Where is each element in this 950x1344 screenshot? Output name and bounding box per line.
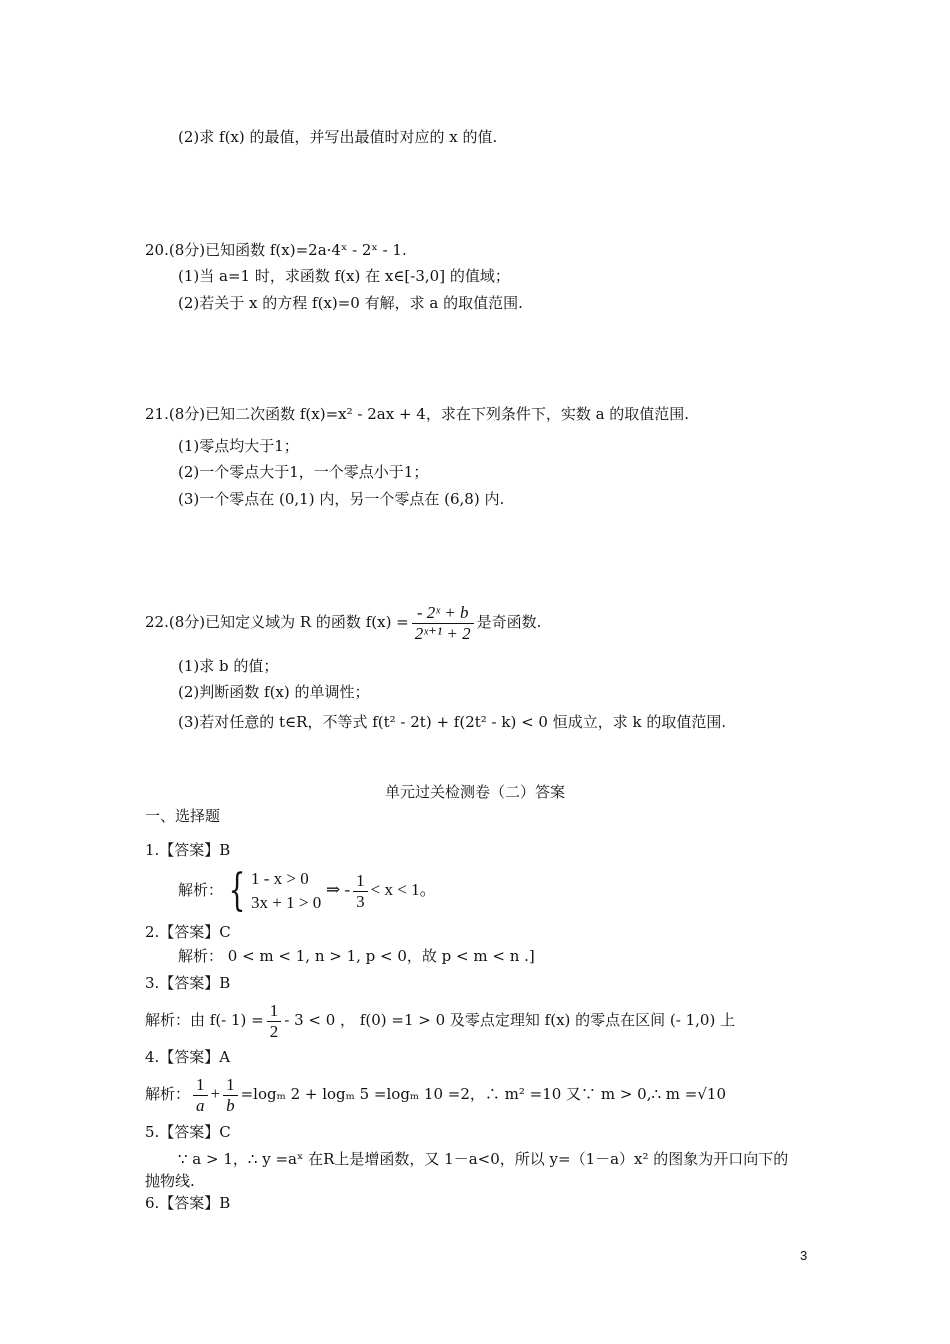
a1-num: 1 bbox=[353, 871, 368, 892]
answer-5-line2: 抛物线. bbox=[145, 1172, 195, 1190]
q19-part2: (2)求 f(x) 的最值，并写出最值时对应的 x 的值. bbox=[178, 128, 498, 146]
answer-3: 3.【答案】B bbox=[145, 974, 231, 992]
q22-fraction bbox=[412, 603, 474, 644]
q21-part2: (2)一个零点大于1，一个零点小于1； bbox=[178, 463, 429, 481]
q22-part3: (3)若对任意的 t∈R，不等式 f(t² - 2t) + f(2t² - k) < 0 恒成立，求 k 的取值范围. bbox=[178, 713, 727, 731]
q22-part2: (2)判断函数 f(x) 的单调性； bbox=[178, 683, 370, 701]
q22-frac-num: - 2ˣ + b bbox=[412, 603, 474, 624]
a3-fraction bbox=[267, 1001, 282, 1042]
page-number: 3 bbox=[800, 1248, 808, 1263]
a4-d2: b bbox=[226, 1095, 235, 1115]
answer-1-explanation bbox=[178, 866, 437, 915]
answer-5-line1: ∵ a > 1，∴ y =aˣ 在R上是增函数，又 1－a<0，所以 y=（1－a）x² 的图象为开口向下的 bbox=[178, 1150, 789, 1168]
q22-stem bbox=[145, 600, 541, 644]
answer-1: 1.【答案】B bbox=[145, 841, 231, 859]
q20-part2: (2)若关于 x 的方程 f(x)=0 有解，求 a 的取值范围. bbox=[178, 294, 523, 312]
a3-num: 1 bbox=[267, 1001, 282, 1022]
answer-4: 4.【答案】A bbox=[145, 1048, 231, 1066]
brace-icon: { bbox=[228, 865, 246, 916]
a1-system bbox=[251, 867, 321, 915]
a4-plus: + bbox=[210, 1084, 221, 1103]
answer-2-explanation: 解析： 0 < m < 1, n > 1, p < 0，故 p < m < n .] bbox=[178, 947, 535, 965]
answer-6: 6.【答案】B bbox=[145, 1194, 231, 1212]
q22-part1: (1)求 b 的值； bbox=[178, 657, 279, 675]
answers-section: 一、选择题 bbox=[145, 807, 221, 825]
q21-part1: (1)零点均大于1； bbox=[178, 437, 299, 455]
answers-title: 单元过关检测卷（二）答案 bbox=[384, 783, 565, 801]
answer-5: 5.【答案】C bbox=[145, 1123, 231, 1141]
q22-stem-prefix: 22.(8分)已知定义域为 R 的函数 f(x) = bbox=[145, 613, 409, 631]
a1-result-post: < x < 1。 bbox=[370, 880, 437, 899]
a1-row2: 3x + 1 > 0 bbox=[251, 893, 322, 912]
q21-part3: (3)一个零点在 (0,1) 内，另一个零点在 (6,8) 内. bbox=[178, 490, 505, 508]
a1-prefix: 解析： bbox=[178, 881, 224, 899]
a1-fraction bbox=[353, 871, 368, 912]
a3-exp-post: - 3 < 0 ， f(0) =1 > 0 及零点定理知 f(x) 的零点在区间 (- 1,0) 上 bbox=[284, 1011, 736, 1029]
answer-2: 2.【答案】C bbox=[145, 923, 231, 941]
a1-den: 3 bbox=[356, 891, 365, 911]
a3-exp-pre: 解析：由 f(- 1) = bbox=[145, 1011, 264, 1029]
q22-stem-suffix: 是奇函数. bbox=[476, 613, 542, 631]
a4-n2: 1 bbox=[223, 1075, 238, 1096]
answer-4-explanation bbox=[145, 1072, 726, 1116]
answer-3-explanation bbox=[145, 998, 735, 1042]
a3-den: 2 bbox=[269, 1021, 279, 1041]
a4-n1: 1 bbox=[193, 1075, 208, 1096]
a4-fraction-1 bbox=[193, 1075, 208, 1116]
q20-stem: 20.(8分)已知函数 f(x)=2a·4ˣ - 2ˣ - 1. bbox=[145, 241, 407, 259]
a4-exp-post: =logₘ 2 + logₘ 5 =logₘ 10 =2，∴ m² =10 又∵ m > 0,∴ m =√10 bbox=[240, 1085, 726, 1103]
a4-d1: a bbox=[196, 1095, 205, 1115]
q22-frac-den: 2ˣ⁺¹ + 2 bbox=[414, 623, 471, 643]
q21-stem: 21.(8分)已知二次函数 f(x)=x² - 2ax + 4，求在下列条件下，实数 a 的取值范围. bbox=[145, 405, 690, 423]
q20-part1: (1)当 a=1 时，求函数 f(x) 在 x∈[-3,0] 的值域； bbox=[178, 267, 510, 285]
a1-row1: 1 - x > 0 bbox=[251, 869, 309, 888]
a4-fraction-2 bbox=[223, 1075, 238, 1116]
a1-result-pre: ⇒ - bbox=[325, 880, 351, 899]
a4-exp-pre: 解析： bbox=[145, 1085, 191, 1103]
